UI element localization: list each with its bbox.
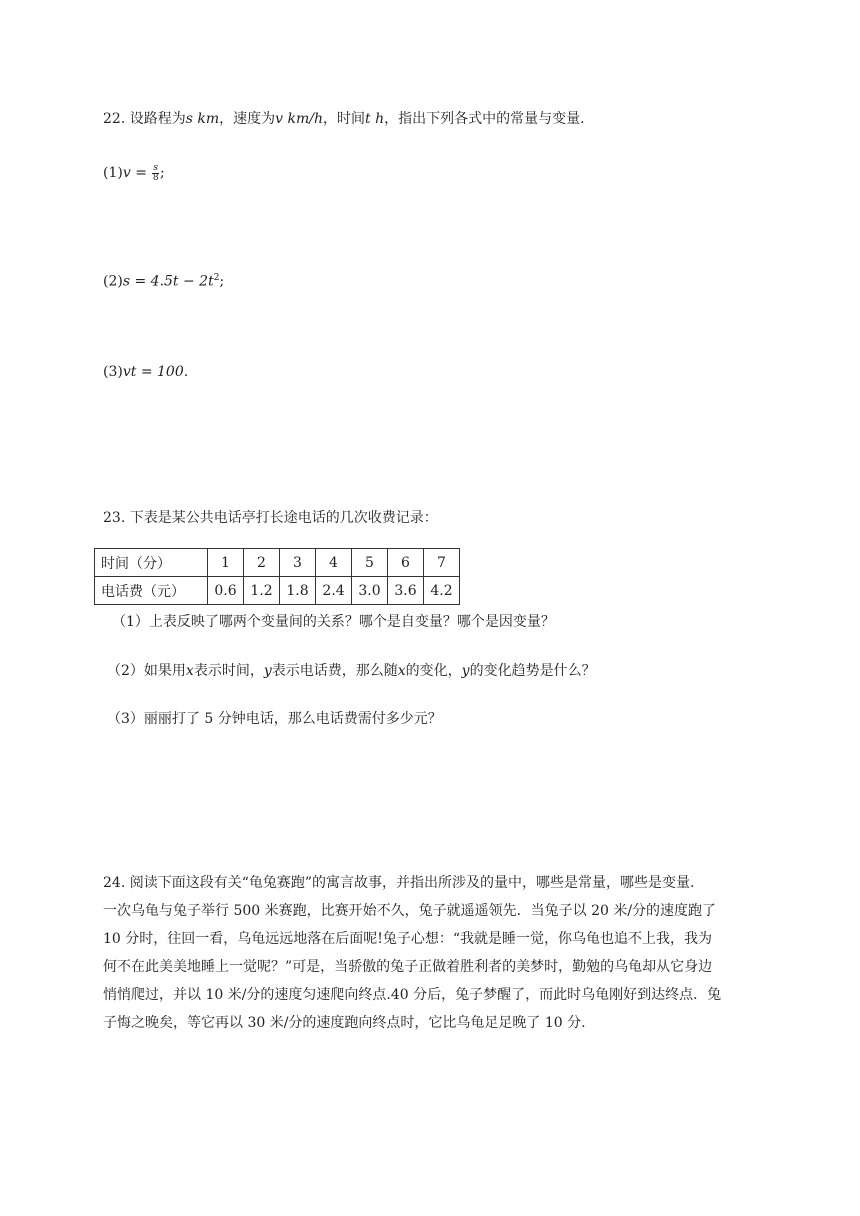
- q22-item-1: [103, 163, 165, 183]
- q22-item-3: [103, 362, 188, 382]
- table-cell: 1.8: [280, 577, 316, 605]
- q22-time-text: ，时间: [323, 111, 365, 127]
- q22-t-unit: h: [375, 111, 385, 127]
- q23-sub-1: （1）上表反映了哪两个变量间的关系？哪个是自变量？哪个是因变量？: [112, 614, 555, 630]
- item-end: ;: [219, 273, 225, 290]
- table-cell: 3: [280, 549, 316, 577]
- variable-x: x: [397, 663, 406, 679]
- q22-suffix: ，指出下列各式中的常量与变量.: [384, 111, 585, 127]
- variable-y: y: [461, 663, 470, 679]
- table-header-cell: 电话费（元）: [95, 577, 208, 605]
- variable-x: x: [185, 663, 194, 679]
- q22-prefix: 22. 设路程为: [103, 111, 186, 127]
- text-segment: （2）如果用: [107, 663, 186, 679]
- q22-speed-text: ，速度为: [219, 111, 276, 127]
- table-cell: 4.2: [424, 577, 460, 605]
- item-end: .: [183, 364, 189, 380]
- table-cell: 2: [244, 549, 280, 577]
- table-cell: 5: [352, 549, 388, 577]
- item-expression: s = 4.5t − 2t: [122, 273, 214, 290]
- item-expression: vt = 100: [122, 364, 184, 380]
- text-segment: 表示电话费，那么随: [271, 663, 398, 679]
- q23-sub-2: [107, 661, 596, 681]
- table-cell: 3.6: [388, 577, 424, 605]
- table-cell: 7: [424, 549, 460, 577]
- table-row: [95, 577, 460, 605]
- table-cell: 4: [316, 549, 352, 577]
- table-row: [95, 549, 460, 577]
- variable-y: y: [263, 663, 272, 679]
- fraction-numerator: s: [153, 162, 159, 173]
- table-cell: 0.6: [208, 577, 244, 605]
- text-segment: 的变化趋势是什么？: [469, 663, 596, 679]
- text-segment: 的变化，: [405, 663, 462, 679]
- q24-line: 何不在此美美地睡上一觉呢？”可是，当骄傲的兔子正做着胜利者的美梦时，勤勉的乌龟却从它身边: [103, 959, 713, 975]
- table-cell: 1.2: [244, 577, 280, 605]
- item-lhs: v =: [122, 165, 152, 181]
- fee-table: [94, 548, 460, 605]
- fraction: [152, 164, 159, 183]
- q24-line: 10 分时，往回一看，乌龟远远地落在后面呢!兔子心想：“我就是睡一觉，你乌龟也追不上我，我为: [103, 931, 713, 947]
- q22-stem: [103, 109, 585, 129]
- q23-sub-3: （3）丽丽打了 5 分钟电话，那么电话费需付多少元？: [107, 711, 442, 727]
- table-header-cell: 时间（分）: [95, 549, 208, 577]
- q24-line: 24. 阅读下面这段有关“龟兔赛跑”的寓言故事，并指出所涉及的量中，哪些是常量，哪些是变量.: [103, 875, 695, 891]
- q23-title: 23. 下表是某公共电话亭打长途电话的几次收费记录：: [103, 510, 438, 526]
- q22-v-unit: km/h: [287, 111, 323, 127]
- table-cell: 3.0: [352, 577, 388, 605]
- q24-line: 悄悄爬过，并以 10 米/分的速度匀速爬向终点.40 分后，兔子梦醒了，而此时乌龟刚好到达终点．兔: [103, 987, 722, 1003]
- q24-line: 子悔之晚矣，等它再以 30 米/分的速度跑向终点时，它比乌龟足足晚了 10 分.: [103, 1015, 586, 1031]
- item-label: (1): [103, 165, 123, 181]
- q22-v-var: v: [275, 111, 284, 127]
- item-label: (3): [103, 364, 123, 380]
- item-end: ;: [160, 165, 165, 181]
- table-cell: 2.4: [316, 577, 352, 605]
- q22-item-2: [103, 268, 224, 292]
- table-cell: 1: [208, 549, 244, 577]
- table-cell: 6: [388, 549, 424, 577]
- q24-line: 一次乌龟与兔子举行 500 米赛跑，比赛开始不久，兔子就遥遥领先．当兔子以 20 米/分的速度跑了: [103, 903, 717, 919]
- fraction-denominator: 8: [152, 172, 159, 183]
- item-label: (2): [103, 273, 123, 290]
- text-segment: 表示时间，: [193, 663, 264, 679]
- q22-s-unit: km: [197, 111, 220, 127]
- q24-paragraph: [103, 869, 763, 1037]
- q22-t-var: t: [365, 111, 371, 127]
- q22-s-var: s: [185, 111, 193, 127]
- exponent: 2: [213, 273, 220, 283]
